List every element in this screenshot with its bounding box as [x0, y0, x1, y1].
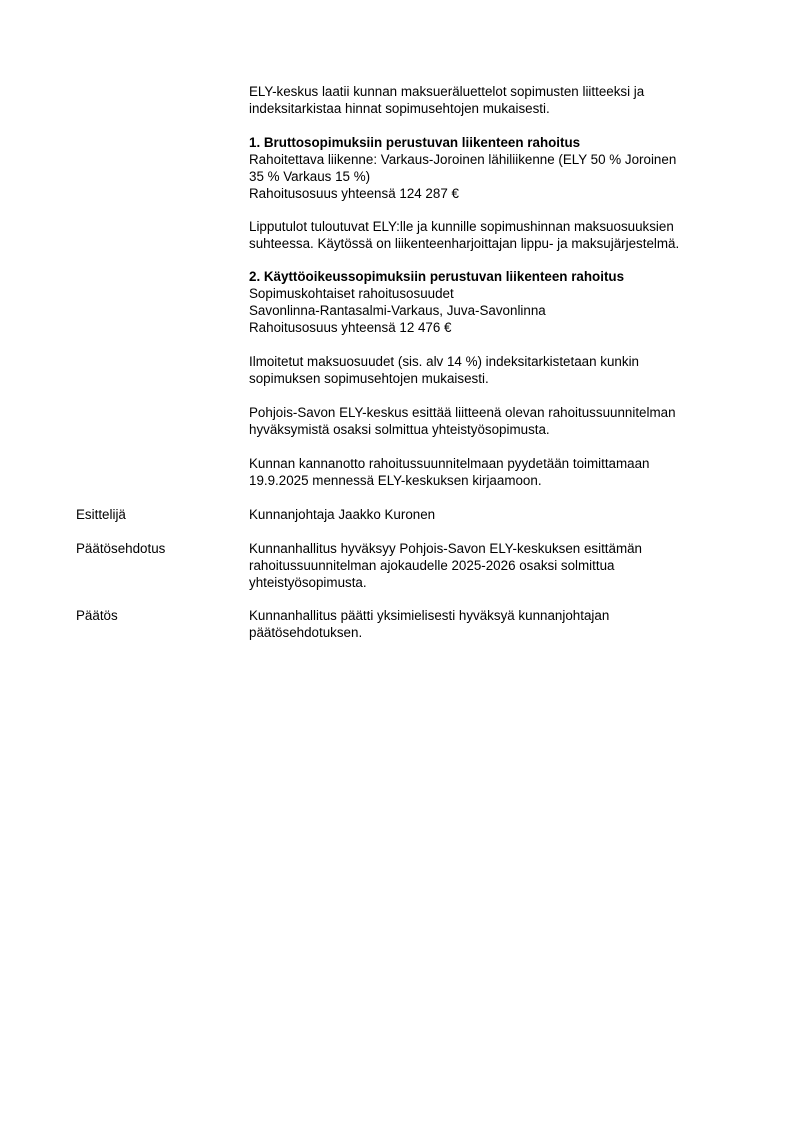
proposal-line: yhteistyösopimusta.	[249, 575, 367, 590]
proposal-value	[249, 540, 721, 591]
intro-line: indeksitarkistaa hinnat sopimusehtojen mukaisesti.	[249, 101, 550, 116]
section2-line: Savonlinna-Rantasalmi-Varkaus, Juva-Savonlinna	[249, 303, 546, 318]
section2-block	[249, 268, 721, 336]
approval-paragraph	[249, 404, 721, 438]
section1-note	[249, 218, 721, 252]
intro-line: ELY-keskus laatii kunnan maksueräluettelot sopimusten liitteeksi ja	[249, 84, 645, 99]
section1-line: 35 % Varkaus 15 %)	[249, 169, 371, 184]
section2-note-line: sopimuksen sopimusehtojen mukaisesti.	[249, 371, 489, 386]
section2-heading: 2. Käyttöoikeussopimuksiin perustuvan liikenteen rahoitus	[249, 269, 625, 284]
deadline-paragraph	[249, 455, 721, 489]
section1-note-line: Lipputulot tuloutuvat ELY:lle ja kunnille sopimushinnan maksuosuuksien	[249, 219, 674, 234]
approval-line: hyväksymistä osaksi solmittua yhteistyösopimusta.	[249, 422, 550, 437]
presenter-value	[249, 506, 721, 523]
decision-line: päätösehdotuksen.	[249, 625, 363, 640]
approval-line: Pohjois-Savon ELY-keskus esittää liitteenä olevan rahoitussuunnitelman	[249, 405, 676, 420]
decision-label: Päätös	[76, 608, 118, 623]
decision-value	[249, 607, 721, 641]
section2-note-line: Ilmoitetut maksuosuudet (sis. alv 14 %) indeksitarkistetaan kunkin	[249, 354, 639, 369]
intro-paragraph	[249, 83, 721, 117]
deadline-line: Kunnan kannanotto rahoitussuunnitelmaan pyydetään toimittamaan	[249, 456, 650, 471]
section1-heading: 1. Bruttosopimuksiin perustuvan liikenteen rahoitus	[249, 135, 581, 150]
section2-note	[249, 353, 721, 387]
proposal-line: rahoitussuunnitelman ajokaudelle 2025-2026 osaksi solmittua	[249, 558, 615, 573]
section1-block	[249, 134, 721, 202]
deadline-line: 19.9.2025 mennessä ELY-keskuksen kirjaamoon.	[249, 473, 542, 488]
section1-note-line: suhteessa. Käytössä on liikenteenharjoittajan lippu- ja maksujärjestelmä.	[249, 236, 680, 251]
presenter-line: Kunnanjohtaja Jaakko Kuronen	[249, 507, 436, 522]
proposal-line: Kunnanhallitus hyväksyy Pohjois-Savon ELY-keskuksen esittämän	[249, 541, 643, 556]
section2-line: Rahoitusosuus yhteensä 12 476 €	[249, 320, 452, 335]
proposal-label: Päätösehdotus	[76, 541, 166, 556]
section1-line: Rahoitettava liikenne: Varkaus-Joroinen lähiliikenne (ELY 50 % Joroinen	[249, 152, 677, 167]
section1-line: Rahoitusosuus yhteensä 124 287 €	[249, 186, 459, 201]
presenter-label: Esittelijä	[76, 507, 126, 522]
section2-line: Sopimuskohtaiset rahoitusosuudet	[249, 286, 454, 301]
decision-line: Kunnanhallitus päätti yksimielisesti hyväksyä kunnanjohtajan	[249, 608, 610, 623]
